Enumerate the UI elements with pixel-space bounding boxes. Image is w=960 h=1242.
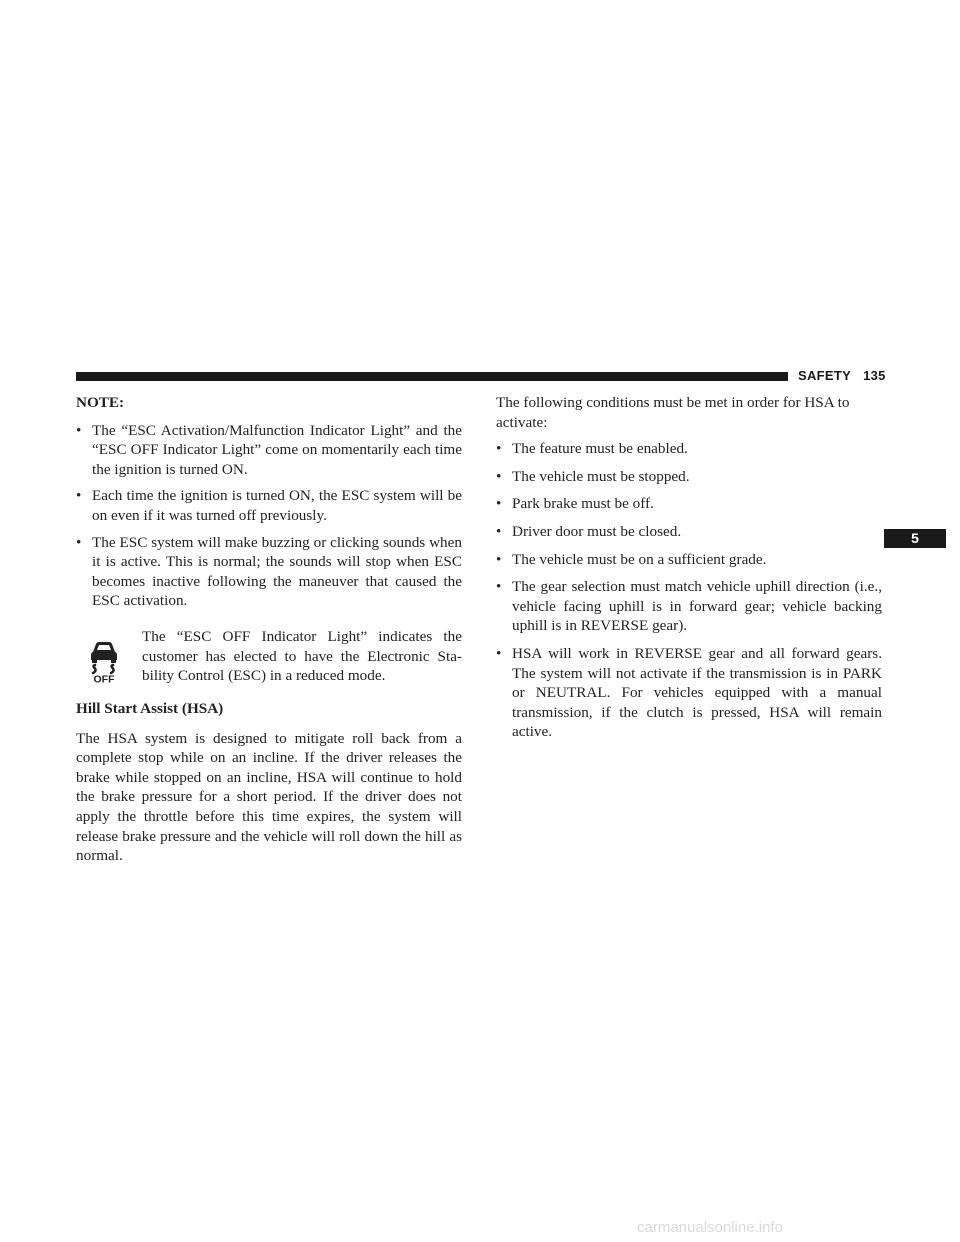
list-item-text: The gear selection must match vehicle uphill direction (i.e., vehicle facing uphill is in forward gear; vehicle backing uphill is in REVERSE gear). bbox=[512, 578, 882, 635]
list-item bbox=[496, 644, 882, 742]
bullet-glyph: • bbox=[496, 578, 502, 596]
hsa-heading: Hill Start Assist (HSA) bbox=[76, 699, 224, 717]
list-item-text: The vehicle must be on a sufficient grade. bbox=[512, 550, 767, 568]
list-item bbox=[496, 494, 882, 514]
esc-off-icon bbox=[84, 637, 124, 683]
list-item bbox=[496, 467, 882, 487]
list-item-text: Park brake must be off. bbox=[512, 495, 654, 513]
list-item bbox=[76, 421, 462, 480]
bullet-glyph: • bbox=[496, 467, 502, 485]
list-item-text: Each time the ignition is turned ON, the ESC system will be on even if it was turned off previously. bbox=[92, 487, 462, 524]
chapter-tab: 5 bbox=[884, 529, 946, 548]
bullet-glyph: • bbox=[76, 533, 82, 551]
list-item bbox=[496, 550, 882, 570]
note-list bbox=[76, 421, 462, 611]
bullet-glyph: • bbox=[76, 421, 82, 439]
list-item-text: The feature must be enabled. bbox=[512, 440, 688, 458]
list-item bbox=[76, 533, 462, 611]
bullet-glyph: • bbox=[496, 522, 502, 540]
list-item-text: The vehicle must be stopped. bbox=[512, 467, 690, 485]
list-item bbox=[496, 577, 882, 636]
bullet-glyph: • bbox=[496, 495, 502, 513]
hsa-conditions-list bbox=[496, 439, 882, 742]
esc-off-description: The “ESC OFF Indicator Light” indicates the customer has elected to have the Electronic Sta-bility Control (ESC) in a reduced mode. bbox=[142, 627, 462, 685]
page-number: 135 bbox=[863, 368, 886, 383]
list-item-text: HSA will work in REVERSE gear and all forward gears. The system will not activate if the transmission is in PARK or NEUTRAL. For vehicles equipped with a manual transmission, if the clutch is pressed, HSA will remain active. bbox=[512, 644, 882, 741]
hsa-conditions-intro: The following conditions must be met in order for HSA to activate: bbox=[496, 394, 850, 431]
esc-off-indicator-block bbox=[76, 627, 462, 685]
watermark: carmanualsonline.info bbox=[637, 1219, 783, 1236]
left-column bbox=[76, 393, 462, 866]
note-title: NOTE: bbox=[76, 394, 125, 411]
bullet-glyph: • bbox=[496, 550, 502, 568]
list-item bbox=[76, 486, 462, 525]
list-item-text: Driver door must be closed. bbox=[512, 522, 682, 540]
hsa-paragraph: The HSA system is designed to mitigate roll back from a complete stop while on an incline. If the driver releases the brake while stopped on an incline, HSA will continue to hold the brake pressure for a short period. If the driver does not apply the throttle before this time expires, the system will release brake pressure and the vehicle will roll down the hill as normal. bbox=[76, 729, 462, 865]
bullet-glyph: • bbox=[76, 487, 82, 505]
list-item-text: The ESC system will make buzzing or clicking sounds when it is active. This is normal; the sounds will stop when ESC becomes inactive following the maneuver that caused the ESC activation. bbox=[92, 533, 462, 610]
list-item-text: The “ESC Activation/Malfunction Indicator Light” and the “ESC OFF Indicator Light” come on momentarily each time the ignition is turned ON. bbox=[92, 421, 462, 478]
right-column bbox=[496, 393, 882, 750]
esc-off-icon-label: OFF bbox=[93, 673, 115, 683]
running-header bbox=[798, 368, 886, 383]
section-name: SAFETY bbox=[798, 368, 852, 383]
bullet-glyph: • bbox=[496, 644, 502, 662]
list-item bbox=[496, 439, 882, 459]
list-item bbox=[496, 522, 882, 542]
header-rule bbox=[76, 372, 788, 381]
bullet-glyph: • bbox=[496, 440, 502, 458]
